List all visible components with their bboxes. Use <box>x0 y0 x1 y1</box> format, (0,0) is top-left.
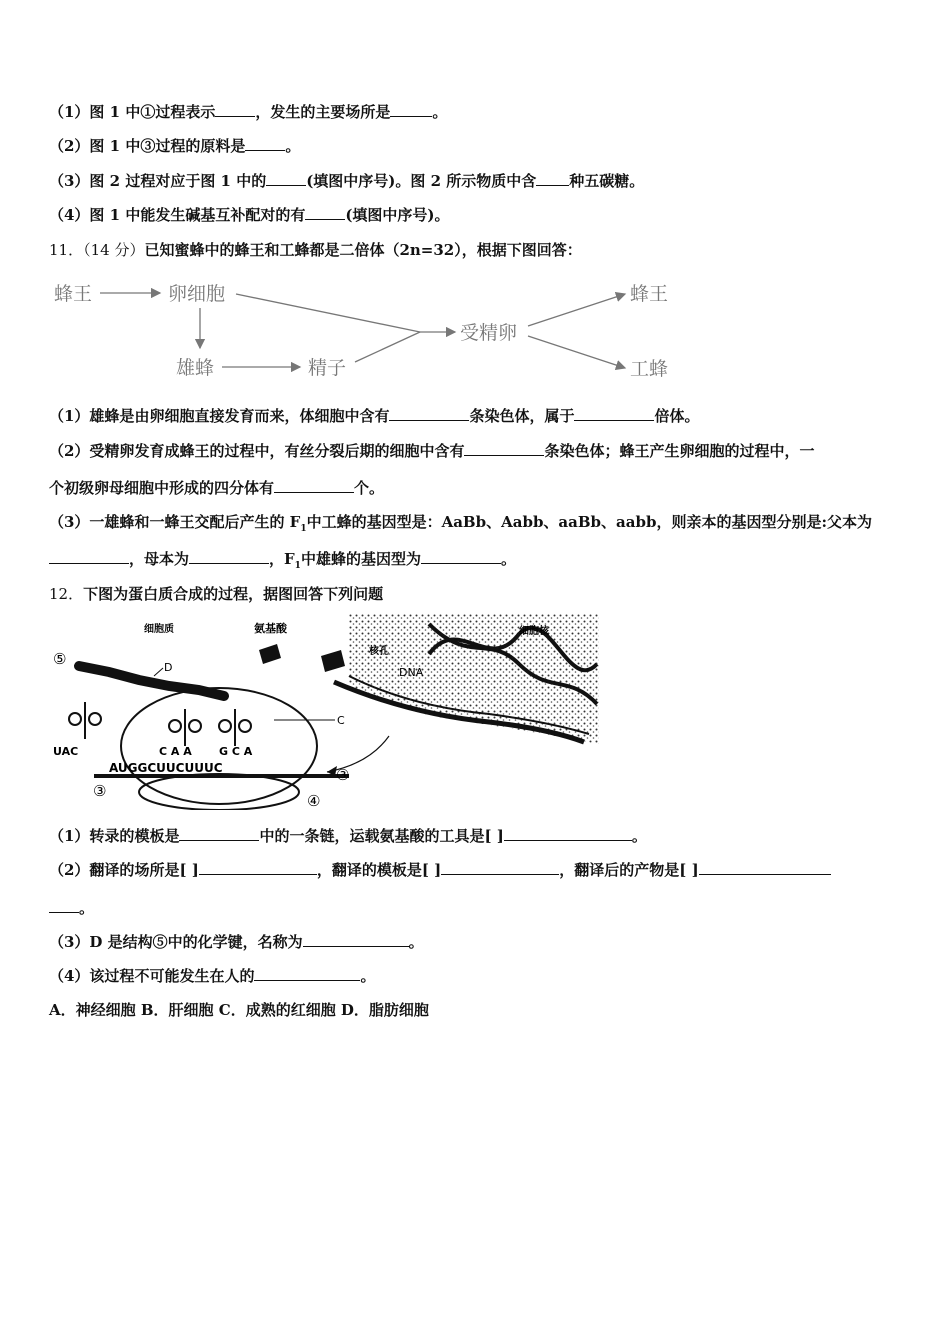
q12-sub4 <box>49 966 375 986</box>
trna-middle <box>169 709 201 746</box>
question-text: 下图为蛋白质合成的过程，据图回答下列问题 <box>83 585 384 603</box>
text: （3）图 2 过程对应于图 1 中的 <box>49 172 267 190</box>
flow-worker: 工蜂 <box>630 358 669 380</box>
text: 个。 <box>354 479 385 497</box>
text: （4）图 1 中能发生碱基互补配对的有 <box>49 206 306 224</box>
mrna-sequence: AUGGCUUCUUUC <box>109 761 223 775</box>
text: （2）图 1 中③过程的原料是 <box>49 137 246 155</box>
circle3-right: ③ <box>336 766 350 784</box>
q12-stem <box>49 584 383 604</box>
blank[interactable] <box>389 406 469 421</box>
q10-sub2 <box>49 136 300 156</box>
blank[interactable] <box>266 171 306 186</box>
flow-drone: 雄蜂 <box>176 357 215 379</box>
text: 。 <box>360 967 376 985</box>
nucleus-label: 细胞核 <box>519 626 549 637</box>
blank[interactable] <box>464 441 544 456</box>
blank[interactable] <box>421 549 501 564</box>
blank[interactable] <box>504 826 632 841</box>
text: 。 <box>408 933 424 951</box>
blank[interactable] <box>245 136 285 151</box>
q10-sub3 <box>49 171 644 191</box>
text: （2）翻译的场所是[ ] <box>49 861 199 879</box>
text: 中的一条链，运载氨基酸的工具是[ ] <box>259 827 504 845</box>
anticodon-caa: C A A <box>159 745 192 758</box>
blank[interactable] <box>303 932 409 947</box>
arrow <box>528 294 625 326</box>
blank[interactable] <box>49 549 129 564</box>
text: （4）该过程不可能发生在人的 <box>49 967 255 985</box>
q12-sub2 <box>49 860 831 880</box>
polypeptide-chain <box>79 666 224 696</box>
flow-zygote: 受精卵 <box>460 322 518 344</box>
answer-options[interactable]: A．神经细胞 B．肝细胞 C．成熟的红细胞 D．脂肪细胞 <box>49 1001 429 1019</box>
blank[interactable] <box>179 826 259 841</box>
flow-queen-out: 蜂王 <box>630 283 669 305</box>
amino-acid <box>259 644 281 664</box>
trna-left <box>69 702 101 739</box>
label-d: D <box>164 661 173 674</box>
text: （1）图 1 中①过程表示 <box>49 103 216 121</box>
blank[interactable] <box>441 860 559 875</box>
blank[interactable] <box>574 406 654 421</box>
text: （1）转录的模板是 <box>49 827 180 845</box>
question-text: 已知蜜蜂中的蜂王和工蜂都是二倍体（2n=32），根据下图回答： <box>144 241 582 259</box>
text: （2）受精卵发育成蜂王的过程中，有丝分裂后期的细胞中含有 <box>49 442 465 460</box>
blank[interactable] <box>274 478 354 493</box>
q11-sub3-cont <box>49 549 516 576</box>
q11-sub1 <box>49 406 699 426</box>
text: 。 <box>432 103 448 121</box>
q12-sub2-cont <box>49 898 94 918</box>
text: 。 <box>79 899 95 917</box>
flow-egg: 卵细胞 <box>168 283 226 305</box>
q10-sub4 <box>49 205 450 225</box>
dna-label: DNA <box>399 666 424 679</box>
q12-options <box>49 1000 429 1020</box>
blank[interactable] <box>699 860 831 875</box>
flow-queen: 蜂王 <box>54 283 93 305</box>
text: （3）D 是结构⑤中的化学键，名称为 <box>49 933 303 951</box>
anticodon-gca: G C A <box>219 745 253 758</box>
blank[interactable] <box>49 898 79 913</box>
text: （3）一雄蜂和一蜂王交配后产生的 F <box>49 513 301 531</box>
subscript: 1 <box>294 561 301 571</box>
blank[interactable] <box>390 102 432 117</box>
nucleus <box>349 614 599 744</box>
arrow <box>236 294 420 332</box>
blank[interactable] <box>199 860 317 875</box>
text: (填图中序号)。 <box>345 206 450 224</box>
question-number: 12． <box>49 585 84 603</box>
q12-sub3 <box>49 932 424 952</box>
blank[interactable] <box>189 549 269 564</box>
text: 倍体。 <box>654 407 700 425</box>
label-c: C <box>337 714 345 727</box>
amino-acid <box>321 650 345 672</box>
question-number: 11． <box>49 241 84 259</box>
bee-flow-diagram <box>50 272 690 387</box>
q12-sub1 <box>49 826 647 846</box>
blank[interactable] <box>305 205 345 220</box>
text: ，翻译后的产物是[ ] <box>559 861 699 879</box>
subscript: 1 <box>300 524 307 534</box>
q11-sub2 <box>49 441 814 461</box>
text: ，发生的主要场所是 <box>255 103 391 121</box>
q11-sub3 <box>49 512 872 539</box>
circle3-left: ③ <box>93 782 107 800</box>
text: 种五碳糖。 <box>569 172 645 190</box>
q11-sub2-cont <box>49 478 384 498</box>
text: ，翻译的模板是[ ] <box>316 861 442 879</box>
flow-sperm: 精子 <box>308 357 347 379</box>
text: 中工蜂的基因型是：AaBb、Aabb、aaBb、aabb，则亲本的基因型分别是:父本为 <box>306 513 872 531</box>
text: ，F <box>269 550 295 568</box>
amino-acid-label: 氨基酸 <box>254 622 287 635</box>
text: (填图中序号)。图 2 所示物质中含 <box>306 172 537 190</box>
text: 。 <box>631 827 647 845</box>
trna-right <box>219 709 251 746</box>
text: 。 <box>500 550 516 568</box>
blank[interactable] <box>254 966 360 981</box>
pointer <box>154 668 163 676</box>
text: （1）雄蜂是由卵细胞直接发育而来，体细胞中含有 <box>49 407 390 425</box>
q10-sub1 <box>49 102 447 122</box>
text: 个初级卵母细胞中形成的四分体有 <box>49 479 275 497</box>
arrow <box>355 332 420 362</box>
blank[interactable] <box>215 102 255 117</box>
arrow <box>528 336 625 368</box>
text: 条染色体；蜂王产生卵细胞的过程中，一 <box>544 442 815 460</box>
text: ，母本为 <box>129 550 190 568</box>
text: 中雄蜂的基因型为 <box>300 550 421 568</box>
circle4: ④ <box>307 792 321 810</box>
pore-label: 核孔 <box>369 646 389 657</box>
blank[interactable] <box>536 171 569 186</box>
text: 。 <box>285 137 301 155</box>
cytoplasm-label: 细胞质 <box>144 624 174 635</box>
q11-stem <box>49 240 582 260</box>
text: 条染色体，属于 <box>469 407 575 425</box>
anticodon-uac: UAC <box>53 745 79 758</box>
score: （14 分） <box>83 241 145 259</box>
circle5: ⑤ <box>53 650 67 668</box>
protein-synthesis-figure <box>49 614 601 810</box>
